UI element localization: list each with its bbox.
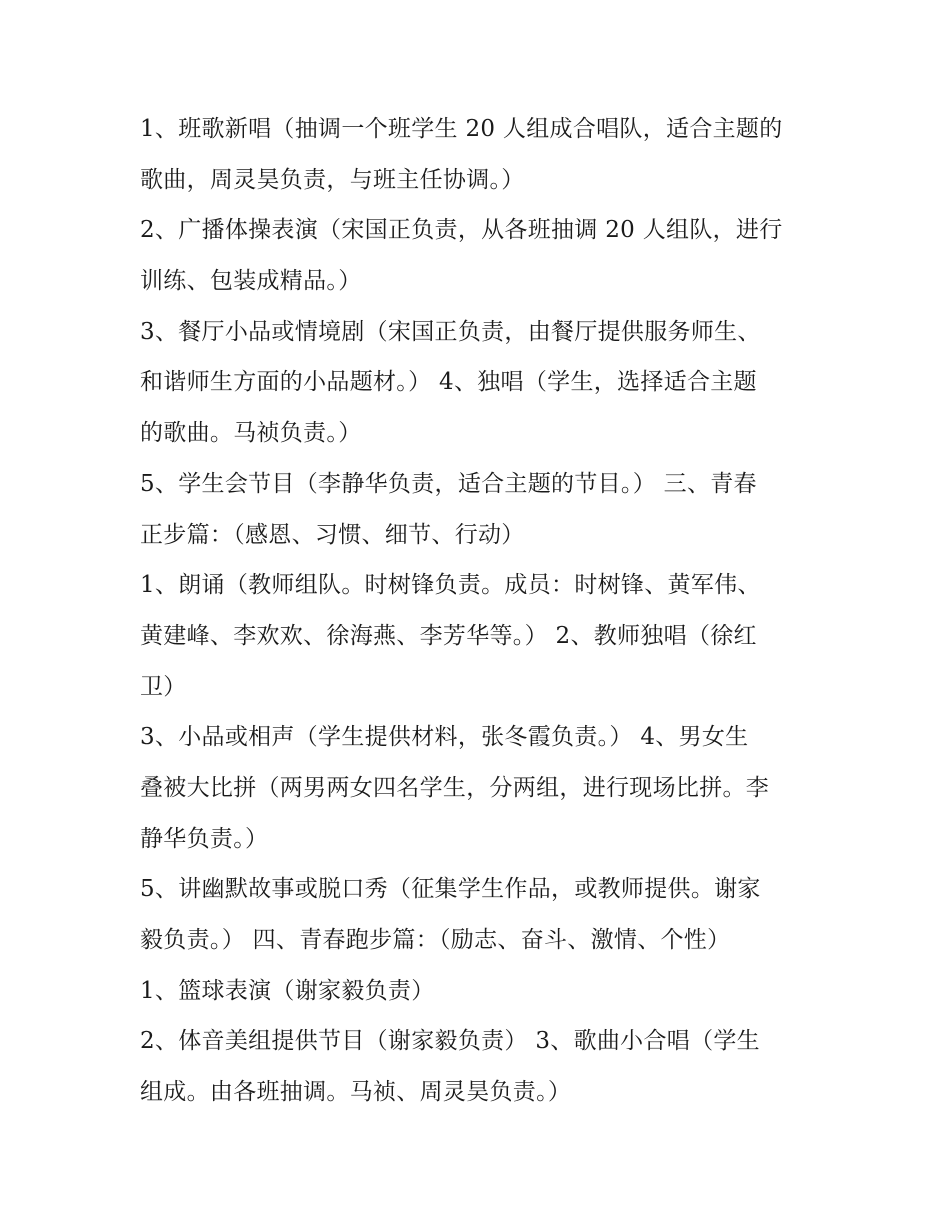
text-line: 歌曲，周灵昊负责，与班主任协调。） [140, 166, 525, 193]
text-line: 1、班歌新唱（抽调一个班学生 20 人组成合唱队，适合主题的 [140, 116, 783, 142]
text-line: 卫） [140, 673, 187, 700]
text-line: 组成。由各班抽调。马祯、周灵昊负责。） [140, 1079, 572, 1106]
text-line: 黄建峰、李欢欢、徐海燕、李芳华等。） 2、教师独唱（徐红 [140, 622, 757, 649]
text-line: 的歌曲。马祯负责。） [140, 420, 362, 447]
text-line: 3、餐厅小品或情境剧（宋国正负责，由餐厅提供服务师生、 [140, 318, 761, 345]
text-line: 毅负责。） 四、青春跑步篇：（励志、奋斗、激情、个性） [140, 927, 731, 953]
text-line: 2、体音美组提供节目（谢家毅负责） 3、歌曲小合唱（学生 [140, 1028, 760, 1055]
text-line: 训练、包装成精品。） [140, 268, 362, 295]
text-line: 5、讲幽默故事或脱口秀（征集学生作品，或教师提供。谢家 [140, 876, 761, 903]
text-line: 静华负责。） [140, 825, 269, 852]
text-line: 5、学生会节目（李静华负责，适合主题的节目。） 三、青春 [140, 470, 757, 497]
text-line: 3、小品或相声（学生提供材料，张冬霞负责。） 4、男女生 [140, 724, 749, 751]
text-line: 和谐师生方面的小品题材。） 4、独唱（学生，选择适合主题 [140, 369, 757, 396]
text-line: 1、朗诵（教师组队。时树锋负责。成员：时树锋、黄军伟、 [140, 572, 761, 599]
text-line: 叠被大比拼（两男两女四名学生，分两组，进行现场比拼。李 [140, 774, 770, 801]
document-body [140, 104, 812, 1118]
text-line: 1、篮球表演（谢家毅负责） [140, 977, 435, 1004]
text-line: 正步篇：（感恩、习惯、细节、行动） [140, 521, 525, 548]
text-line: 2、广播体操表演（宋国正负责，从各班抽调 20 人组队，进行 [140, 217, 783, 244]
